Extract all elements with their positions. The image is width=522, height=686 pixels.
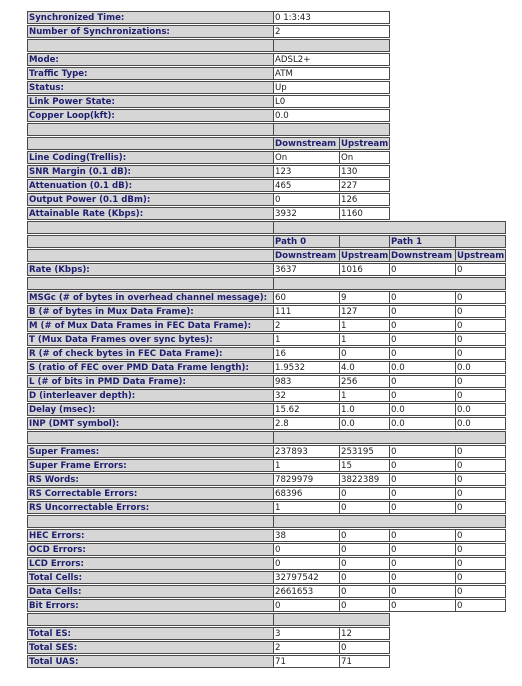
column-header: Upstream xyxy=(341,139,389,149)
row-value: 3637 xyxy=(273,263,340,276)
spacer-cell xyxy=(27,277,274,290)
row-value: 1.9532 xyxy=(273,361,340,374)
row-value: 2.8 xyxy=(273,417,340,430)
row-value: 127 xyxy=(339,305,390,318)
column-header: Upstream xyxy=(341,251,389,261)
row-value: 9 xyxy=(339,291,390,304)
spacer-cell xyxy=(273,515,506,528)
column-header: Upstream xyxy=(457,251,505,261)
row-label: INP (DMT symbol): xyxy=(27,417,274,430)
row-label: Mode: xyxy=(27,53,274,66)
row-value: ATM xyxy=(273,67,390,80)
row-value: 0 xyxy=(339,557,390,570)
row-value: 983 xyxy=(273,375,340,388)
row-label: Synchronized Time: xyxy=(27,11,274,24)
row-value: 0 xyxy=(389,473,456,486)
row-label: Attenuation (0.1 dB): xyxy=(27,179,274,192)
row-value: 68396 xyxy=(273,487,340,500)
row-label: S (ratio of FEC over PMD Data Frame length): xyxy=(27,361,274,374)
row-value: 130 xyxy=(339,165,390,178)
header-blank xyxy=(339,235,390,248)
row-value: 0 1:3:43 xyxy=(273,11,390,24)
row-value: 0 xyxy=(455,501,506,514)
header-blank xyxy=(27,249,274,262)
row-value: 0 xyxy=(389,445,456,458)
row-value: 2 xyxy=(273,25,390,38)
row-label: OCD Errors: xyxy=(27,543,274,556)
row-value: 0 xyxy=(389,487,456,500)
row-label: Delay (msec): xyxy=(27,403,274,416)
row-value: 0 xyxy=(273,557,340,570)
row-value: 0 xyxy=(389,557,456,570)
column-header: Downstream xyxy=(273,137,340,150)
path-header: Path 0 xyxy=(273,235,340,248)
row-value: 0 xyxy=(455,599,506,612)
spacer-cell xyxy=(27,431,274,444)
row-label: L (# of bits in PMD Data Frame): xyxy=(27,375,274,388)
row-label: Bit Errors: xyxy=(27,599,274,612)
row-value: 256 xyxy=(339,375,390,388)
row-value: 2 xyxy=(273,641,340,654)
row-value: 465 xyxy=(273,179,340,192)
row-value: 253195 xyxy=(339,445,390,458)
row-value: 15 xyxy=(339,459,390,472)
row-label: Traffic Type: xyxy=(27,67,274,80)
row-label: Super Frames: xyxy=(27,445,274,458)
row-value: 0 xyxy=(389,263,456,276)
row-label: Total UAS: xyxy=(27,655,274,668)
row-value: 0 xyxy=(455,319,506,332)
row-value: 2 xyxy=(273,319,340,332)
row-value: 0 xyxy=(389,291,456,304)
row-value: 1 xyxy=(339,319,390,332)
row-value: 0.0 xyxy=(389,403,456,416)
row-value: 0 xyxy=(455,305,506,318)
row-value: 32 xyxy=(273,389,340,402)
row-label: Total ES: xyxy=(27,627,274,640)
row-value: 111 xyxy=(273,305,340,318)
row-value: 0 xyxy=(455,473,506,486)
row-label: D (interleaver depth): xyxy=(27,389,274,402)
row-value: 0 xyxy=(455,543,506,556)
path-header: Path 1 xyxy=(389,235,456,248)
row-value: 0 xyxy=(389,529,456,542)
row-value: 1 xyxy=(339,333,390,346)
row-value: 1.0 xyxy=(339,403,390,416)
row-label: SNR Margin (0.1 dB): xyxy=(27,165,274,178)
spacer-cell xyxy=(27,515,274,528)
spacer-cell xyxy=(27,613,274,626)
row-value: 2661653 xyxy=(273,585,340,598)
row-value: 38 xyxy=(273,529,340,542)
row-value: 0 xyxy=(455,585,506,598)
spacer-cell xyxy=(27,221,274,234)
row-label: Link Power State: xyxy=(27,95,274,108)
spacer-cell xyxy=(273,123,390,136)
row-value: 0 xyxy=(339,529,390,542)
row-value: 0 xyxy=(339,571,390,584)
row-value: 12 xyxy=(339,627,390,640)
row-value: 71 xyxy=(339,655,390,668)
row-label: Total Cells: xyxy=(27,571,274,584)
row-value: 0.0 xyxy=(273,109,390,122)
row-value: 0 xyxy=(339,347,390,360)
row-value: 0 xyxy=(339,487,390,500)
spacer-cell xyxy=(273,221,506,234)
row-value: 0 xyxy=(455,571,506,584)
row-value: 0 xyxy=(273,543,340,556)
row-label: Super Frame Errors: xyxy=(27,459,274,472)
row-label: RS Uncorrectable Errors: xyxy=(27,501,274,514)
row-value: 0 xyxy=(455,389,506,402)
row-value: 0 xyxy=(455,487,506,500)
row-value: 0 xyxy=(389,347,456,360)
row-value: 1160 xyxy=(339,207,390,220)
row-value: 237893 xyxy=(273,445,340,458)
column-header: Downstream xyxy=(389,249,456,262)
spacer-cell xyxy=(27,123,274,136)
row-label: Status: xyxy=(27,81,274,94)
row-label: Attainable Rate (Kbps): xyxy=(27,207,274,220)
row-value: 126 xyxy=(339,193,390,206)
row-value: 0 xyxy=(273,599,340,612)
row-value: 0.0 xyxy=(455,361,506,374)
row-value: 0 xyxy=(389,599,456,612)
row-value: 0 xyxy=(389,459,456,472)
row-value: 1 xyxy=(273,459,340,472)
row-value: 1 xyxy=(273,333,340,346)
row-value: 123 xyxy=(273,165,340,178)
row-value: 60 xyxy=(273,291,340,304)
row-value: 0 xyxy=(273,193,340,206)
row-value: 0 xyxy=(389,333,456,346)
row-value: 0 xyxy=(389,501,456,514)
row-label: Rate (Kbps): xyxy=(27,263,274,276)
column-header: Downstream xyxy=(273,249,340,262)
row-label: T (Mux Data Frames over sync bytes): xyxy=(27,333,274,346)
spacer-cell xyxy=(273,613,390,626)
row-value: 0.0 xyxy=(389,361,456,374)
row-label: R (# of check bytes in FEC Data Frame): xyxy=(27,347,274,360)
row-value: 1 xyxy=(339,389,390,402)
header-blank xyxy=(455,235,506,248)
row-value: 0 xyxy=(389,585,456,598)
row-value: On xyxy=(339,151,390,164)
row-value: 0.0 xyxy=(455,417,506,430)
row-value: 0 xyxy=(339,585,390,598)
row-value: 3822389 xyxy=(339,473,390,486)
row-value: 1 xyxy=(273,501,340,514)
row-value: 0 xyxy=(389,389,456,402)
row-label: RS Correctable Errors: xyxy=(27,487,274,500)
row-value: 0.0 xyxy=(455,403,506,416)
row-label: HEC Errors: xyxy=(27,529,274,542)
row-value: 0 xyxy=(339,599,390,612)
row-value: 0 xyxy=(339,641,390,654)
spacer-cell xyxy=(273,431,506,444)
row-value: On xyxy=(273,151,340,164)
row-label: Total SES: xyxy=(27,641,274,654)
row-value: 0 xyxy=(389,319,456,332)
spacer-cell xyxy=(273,277,506,290)
row-value: 0 xyxy=(389,305,456,318)
row-label: LCD Errors: xyxy=(27,557,274,570)
row-value: ADSL2+ xyxy=(273,53,390,66)
row-value: 32797542 xyxy=(273,571,340,584)
row-value: 71 xyxy=(273,655,340,668)
row-value: 1016 xyxy=(339,263,390,276)
spacer-cell xyxy=(273,39,390,52)
row-label: Data Cells: xyxy=(27,585,274,598)
row-value: 0 xyxy=(455,529,506,542)
row-value: 0 xyxy=(455,557,506,570)
row-value: 0 xyxy=(455,459,506,472)
row-value: 0 xyxy=(455,375,506,388)
row-value: 0 xyxy=(389,543,456,556)
row-label: Number of Synchronizations: xyxy=(27,25,274,38)
row-label: RS Words: xyxy=(27,473,274,486)
row-label: Output Power (0.1 dBm): xyxy=(27,193,274,206)
row-value: 7829979 xyxy=(273,473,340,486)
row-value: 15.62 xyxy=(273,403,340,416)
row-value: 0 xyxy=(339,501,390,514)
row-value: 16 xyxy=(273,347,340,360)
row-label: Copper Loop(kft): xyxy=(27,109,274,122)
row-value: 0 xyxy=(455,445,506,458)
row-value: L0 xyxy=(273,95,390,108)
row-value: Up xyxy=(273,81,390,94)
row-value: 0.0 xyxy=(339,417,390,430)
row-label: M (# of Mux Data Frames in FEC Data Frame): xyxy=(27,319,274,332)
row-value: 0 xyxy=(455,333,506,346)
row-value: 3 xyxy=(273,627,340,640)
header-blank xyxy=(27,137,274,150)
row-value: 227 xyxy=(339,179,390,192)
row-value: 0 xyxy=(455,291,506,304)
spacer-cell xyxy=(27,39,274,52)
row-value: 0 xyxy=(389,375,456,388)
row-value: 0 xyxy=(455,263,506,276)
row-label: B (# of bytes in Mux Data Frame): xyxy=(27,305,274,318)
row-value: 0.0 xyxy=(389,417,456,430)
row-value: 4.0 xyxy=(339,361,390,374)
row-value: 0 xyxy=(455,347,506,360)
header-blank xyxy=(27,235,274,248)
row-label: Line Coding(Trellis): xyxy=(27,151,274,164)
row-label: MSGc (# of bytes in overhead channel message): xyxy=(27,291,274,304)
row-value: 3932 xyxy=(273,207,340,220)
row-value: 0 xyxy=(389,571,456,584)
row-value: 0 xyxy=(339,543,390,556)
